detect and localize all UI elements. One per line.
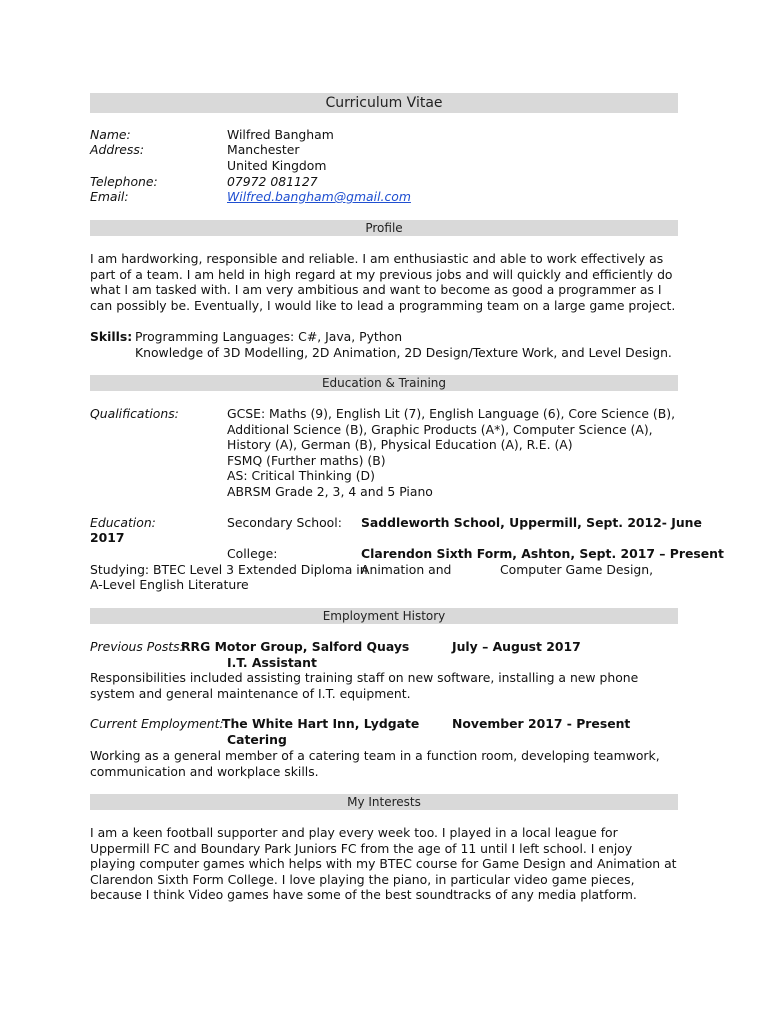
document-title: Curriculum Vitae	[90, 93, 678, 113]
education-heading: Education & Training	[90, 375, 678, 391]
qualification-line: History (A), German (B), Physical Education (A), R.E. (A)	[227, 437, 573, 452]
interests-heading: My Interests	[90, 794, 678, 810]
name-value: Wilfred Bangham	[227, 127, 334, 142]
previous-employer: RRG Motor Group, Salford Quays	[181, 639, 410, 654]
email-label: Email:	[90, 189, 129, 204]
current-role: Catering	[227, 732, 287, 747]
qualification-line: Additional Science (B), Graphic Products (A*), Computer Science (A),	[227, 422, 653, 437]
qualification-line: FSMQ (Further maths) (B)	[227, 453, 386, 468]
telephone-value: 07972 081127	[227, 174, 318, 189]
secondary-school-value: Saddleworth School, Uppermill, Sept. 2012- June	[361, 515, 702, 530]
skills-label: Skills:	[90, 329, 133, 344]
name-label: Name:	[90, 127, 131, 142]
qualification-line: AS: Critical Thinking (D)	[227, 468, 375, 483]
current-employer: The White Hart Inn, Lydgate	[222, 716, 420, 731]
employment-heading: Employment History	[90, 608, 678, 624]
current-dates: November 2017 - Present	[452, 716, 631, 731]
previous-posts-label: Previous Posts:	[90, 639, 184, 654]
secondary-school-year: 2017	[90, 530, 125, 545]
qualifications-label: Qualifications:	[90, 406, 179, 421]
telephone-label: Telephone:	[90, 174, 158, 189]
studying-text-3: Computer Game Design,	[500, 562, 654, 577]
previous-description: Responsibilities included assisting training staff on new software, installing a new phone system and general maintenance of I.T. equipment.	[90, 670, 639, 701]
profile-text: I am hardworking, responsible and reliable. I am enthusiastic and able to work effectively as part of a team. I am held in high regard at my previous jobs and will quickly and efficiently do what I am tasked with. I am very ambitious and want to become as good a programmer as I can possibly be. Eventually, I would like to lead a programming team on a large game project.	[90, 251, 676, 313]
current-employment-label: Current Employment:	[90, 716, 224, 731]
studying-text-1: Studying: BTEC Level 3 Extended Diploma in	[90, 562, 368, 577]
profile-heading: Profile	[90, 220, 678, 236]
address-label: Address:	[90, 142, 145, 157]
previous-role: I.T. Assistant	[227, 655, 317, 670]
skills-line-2: Knowledge of 3D Modelling, 2D Animation, 2D Design/Texture Work, and Level Design.	[135, 345, 672, 360]
college-value: Clarendon Sixth Form, Ashton, Sept. 2017 – Present	[361, 546, 724, 561]
address-line-2: United Kingdom	[227, 158, 327, 173]
email-link[interactable]: Wilfred.bangham@gmail.com	[227, 189, 411, 204]
address-line-1: Manchester	[227, 142, 300, 157]
skills-line-1: Programming Languages: C#, Java, Python	[135, 329, 403, 344]
qualification-line: ABRSM Grade 2, 3, 4 and 5 Piano	[227, 484, 433, 499]
interests-text: I am a keen football supporter and play every week too. I played in a local league for Uppermill FC and Boundary Park Juniors FC from the age of 11 until I left school. I enjoy playing computer games which helps with my BTEC course for Game Design and Animation at Clarendon Sixth Form College. I love playing the piano, in particular video game pieces, because I think Video games have some of the best soundtracks of any media platform.	[90, 825, 677, 902]
studying-line-2: A-Level English Literature	[90, 577, 249, 592]
previous-dates: July – August 2017	[452, 639, 581, 654]
studying-text-2: Animation and	[361, 562, 452, 577]
secondary-school-label: Secondary School:	[227, 515, 342, 530]
current-description: Working as a general member of a catering team in a function room, developing teamwork, communication and workplace skills.	[90, 748, 660, 779]
college-label: College:	[227, 546, 278, 561]
qualification-line: GCSE: Maths (9), English Lit (7), English Language (6), Core Science (B),	[227, 406, 676, 421]
education-label: Education:	[90, 515, 156, 530]
